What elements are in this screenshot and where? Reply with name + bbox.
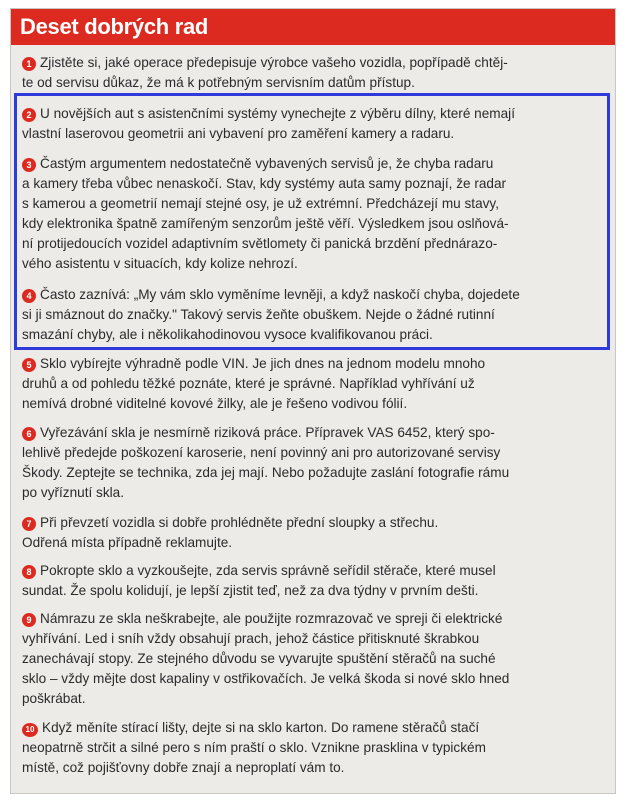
- tip-text-line: poškrábat.: [22, 691, 86, 706]
- tip-text-line: Námrazu ze skla neškrabejte, ale použijte rozmrazovač ve spreji či elektrické: [40, 611, 503, 626]
- tip-number-badge: 7: [22, 517, 36, 531]
- tip-number-badge: 10: [22, 723, 38, 737]
- tip-number-badge: 2: [22, 108, 36, 122]
- tip-5: [22, 354, 602, 414]
- tip-6: [22, 423, 602, 503]
- tip-text-line: si ji smáznout do značky." Takový servis žeňte obuškem. Nejde o žádné rutinní: [22, 307, 495, 322]
- tip-text-line: Zjistěte si, jaké operace předepisuje výrobce vašeho vozidla, popřípadě chtěj-: [40, 55, 508, 70]
- tip-number-badge: 5: [22, 358, 36, 372]
- tip-4: [22, 285, 602, 345]
- tip-text-line: sundat. Že spolu kolidují, je lepší zjistit teď, než za dva týdny v prvním dešti.: [22, 583, 479, 598]
- tip-text-line: Když měníte stírací lišty, dejte si na sklo karton. Do ramene stěračů stačí: [42, 720, 480, 735]
- tip-text-line: nemívá drobné viditelné kovové žilky, ale je řešeno vodivou fólií.: [22, 396, 408, 411]
- tip-text-line: sklo – vždy mějte dost kapaliny v ostřikovačích. Je velká škoda si nové sklo hned: [22, 671, 510, 686]
- tip-text-line: a kamery třeba vůbec nenaskočí. Stav, kdy systémy auta samy poznají, že radar: [22, 176, 507, 191]
- tip-text-line: Při převzetí vozidla si dobře prohlédněte přední sloupky a střechu.: [40, 515, 439, 530]
- tip-text-line: Pokropte sklo a vyzkoušejte, zda servis správně seřídil stěrače, které musel: [40, 563, 496, 578]
- tip-text-line: Vyřezávání skla je nesmírně riziková práce. Přípravek VAS 6452, který spo-: [40, 425, 495, 440]
- tip-text-line: po vyříznutí skla.: [22, 485, 124, 500]
- tip-text-line: s kamerou a geometrií nemají stejné osy, je už extrémní. Předcházejí mu stavy,: [22, 196, 499, 211]
- tip-number-badge: 1: [22, 57, 36, 71]
- title-bar: [11, 9, 615, 45]
- tip-number-badge: 6: [22, 427, 36, 441]
- tip-text-line: lehlivě předejde poškození karoserie, není povinný ani pro autorizované servisy: [22, 445, 501, 460]
- tip-text-line: vého asistentu v situacích, kdy kolize nehrozí.: [22, 256, 298, 271]
- tip-2: [22, 104, 602, 144]
- tip-1: [22, 53, 602, 93]
- tip-text-line: Škody. Zeptejte se technika, zda jej mají. Nebo požadujte zaslání fotografie rámu: [22, 465, 510, 480]
- tip-10: [22, 718, 602, 778]
- tip-9: [22, 609, 602, 709]
- tip-number-badge: 8: [22, 565, 36, 579]
- tip-text-line: smazání chyby, ale i několikahodinovou vysoce kvalifikovanou práci.: [22, 327, 433, 342]
- tip-number-badge: 9: [22, 613, 36, 627]
- tip-text-line: Často zaznívá: „My vám sklo vyměníme levněji, a když naskočí chyba, dojedete: [40, 287, 520, 302]
- card-title: Deset dobrých rad: [20, 14, 209, 39]
- tip-text-line: ní protijedoucích vozidel adaptivním světlomety či panická brzdění přednárazo-: [22, 236, 498, 251]
- tip-text-line: místě, což pojišťovny dobře znají a neproplatí vám to.: [22, 760, 345, 775]
- tip-7: [22, 513, 602, 553]
- tip-number-badge: 3: [22, 158, 36, 172]
- tip-text-line: Častým argumentem nedostatečně vybavených servisů je, že chyba radaru: [40, 156, 494, 171]
- tip-text-line: te od servisu důkaz, že má k potřebným servisním datům přístup.: [22, 75, 415, 90]
- tip-text-line: kdy elektronika špatně zamířeným senzorům ještě věří. Výsledkem jsou oslňová-: [22, 216, 509, 231]
- tip-text-line: neopatrně strčit a silné pero s ním praští o sklo. Vznikne prasklina v typickém: [22, 740, 486, 755]
- tip-text-line: druhů a od pohledu těžké poznáte, které je správné. Například vyhřívání už: [22, 376, 475, 391]
- tip-text-line: zanechávají stopy. Ze stejného důvodu se vyvarujte spuštění stěračů na suché: [22, 651, 496, 666]
- tip-number-badge: 4: [22, 289, 36, 303]
- tip-8: [22, 561, 602, 601]
- tip-3: [22, 154, 602, 274]
- tips-card: [10, 8, 616, 794]
- tip-text-line: Sklo vybírejte výhradně podle VIN. Je jich dnes na jednom modelu mnoho: [40, 356, 486, 371]
- tip-text-line: vyhřívání. Led i sníh vždy obsahují prach, jehož částice přitisknuté škrabkou: [22, 631, 480, 646]
- tip-text-line: Odřená místa případně reklamujte.: [22, 535, 233, 550]
- tip-text-line: U novějších aut s asistenčními systémy vynechejte z výběru dílny, které nemají: [40, 106, 515, 121]
- tip-text-line: vlastní laserovou geometrii ani vybavení pro zaměření kamery a radaru.: [22, 126, 455, 141]
